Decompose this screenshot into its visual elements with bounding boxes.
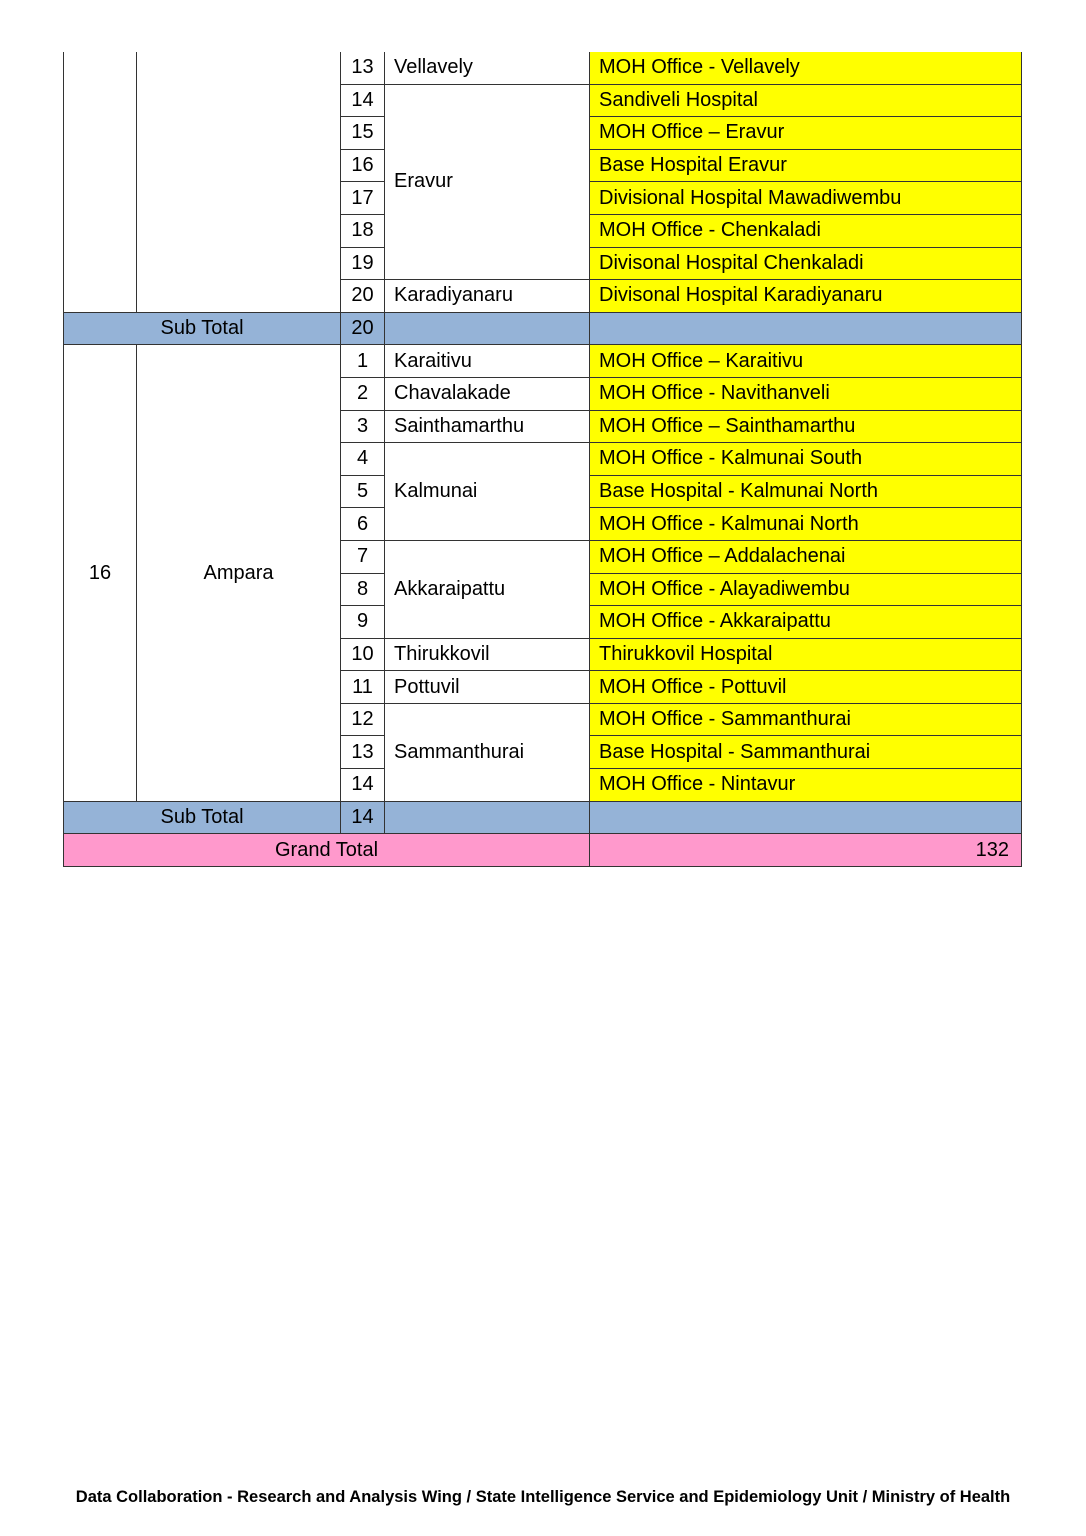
area-name: Akkaraipattu	[385, 540, 590, 638]
area-name: Chavalakade	[385, 377, 590, 410]
area-name: Sammanthurai	[385, 703, 590, 801]
row-number: 9	[341, 606, 385, 639]
row-number: 16	[341, 149, 385, 182]
centre-name: MOH Office - Pottuvil	[590, 671, 1022, 704]
centre-name: MOH Office - Alayadiwembu	[590, 573, 1022, 606]
centre-name: MOH Office - Sammanthurai	[590, 703, 1022, 736]
subtotal-row	[64, 312, 1022, 345]
district-name-cell: Ampara	[137, 345, 341, 801]
subtotal-empty	[590, 312, 1022, 345]
area-name: Karaitivu	[385, 345, 590, 378]
row-number: 17	[341, 182, 385, 215]
district-number-cell	[64, 52, 137, 312]
subtotal-label: Sub Total	[64, 801, 341, 834]
row-number: 18	[341, 214, 385, 247]
area-name: Pottuvil	[385, 671, 590, 704]
centre-name: MOH Office - Vellavely	[590, 52, 1022, 84]
centre-name: MOH Office - Nintavur	[590, 769, 1022, 802]
page-footer: Data Collaboration - Research and Analysis Wing / State Intelligence Service and Epidemiology Unit / Ministry of Health	[75, 1488, 1011, 1506]
centre-name: MOH Office – Addalachenai	[590, 540, 1022, 573]
centre-name: MOH Office - Kalmunai North	[590, 508, 1022, 541]
row-number: 2	[341, 377, 385, 410]
row-number: 8	[341, 573, 385, 606]
row-number: 5	[341, 475, 385, 508]
row-number: 13	[341, 52, 385, 84]
district-name-cell	[137, 52, 341, 312]
centre-name: MOH Office – Karaitivu	[590, 345, 1022, 378]
centre-name: MOH Office - Kalmunai South	[590, 443, 1022, 476]
table-row	[64, 345, 1022, 378]
centre-name: Sandiveli Hospital	[590, 84, 1022, 117]
area-name: Eravur	[385, 84, 590, 280]
area-name: Karadiyanaru	[385, 280, 590, 313]
row-number: 19	[341, 247, 385, 280]
centre-name: Divisional Hospital Mawadiwembu	[590, 182, 1022, 215]
subtotal-label: Sub Total	[64, 312, 341, 345]
centre-name: Divisonal Hospital Chenkaladi	[590, 247, 1022, 280]
row-number: 15	[341, 117, 385, 150]
grand-total-row	[64, 834, 1022, 867]
centre-name: MOH Office - Akkaraipattu	[590, 606, 1022, 639]
centre-name: MOH Office – Sainthamarthu	[590, 410, 1022, 443]
area-name: Thirukkovil	[385, 638, 590, 671]
row-number: 10	[341, 638, 385, 671]
centre-name: MOH Office - Chenkaladi	[590, 214, 1022, 247]
subtotal-value: 14	[341, 801, 385, 834]
row-number: 13	[341, 736, 385, 769]
area-name: Kalmunai	[385, 443, 590, 541]
row-number: 3	[341, 410, 385, 443]
vaccination-centres-table	[63, 52, 1022, 867]
centre-name: MOH Office – Eravur	[590, 117, 1022, 150]
subtotal-value: 20	[341, 312, 385, 345]
subtotal-empty	[385, 801, 590, 834]
centre-name: MOH Office - Navithanveli	[590, 377, 1022, 410]
centre-name: Divisonal Hospital Karadiyanaru	[590, 280, 1022, 313]
subtotal-empty	[590, 801, 1022, 834]
centre-name: Base Hospital - Kalmunai North	[590, 475, 1022, 508]
subtotal-row	[64, 801, 1022, 834]
area-name: Sainthamarthu	[385, 410, 590, 443]
row-number: 12	[341, 703, 385, 736]
area-name: Vellavely	[385, 52, 590, 84]
grand-total-label: Grand Total	[64, 834, 590, 867]
row-number: 6	[341, 508, 385, 541]
subtotal-empty	[385, 312, 590, 345]
row-number: 11	[341, 671, 385, 704]
grand-total-value: 132	[590, 834, 1022, 867]
centre-name: Base Hospital Eravur	[590, 149, 1022, 182]
centre-name: Base Hospital - Sammanthurai	[590, 736, 1022, 769]
table-row	[64, 52, 1022, 84]
district-number-cell: 16	[64, 345, 137, 801]
row-number: 7	[341, 540, 385, 573]
row-number: 14	[341, 769, 385, 802]
row-number: 1	[341, 345, 385, 378]
row-number: 4	[341, 443, 385, 476]
row-number: 14	[341, 84, 385, 117]
centre-name: Thirukkovil Hospital	[590, 638, 1022, 671]
row-number: 20	[341, 280, 385, 313]
